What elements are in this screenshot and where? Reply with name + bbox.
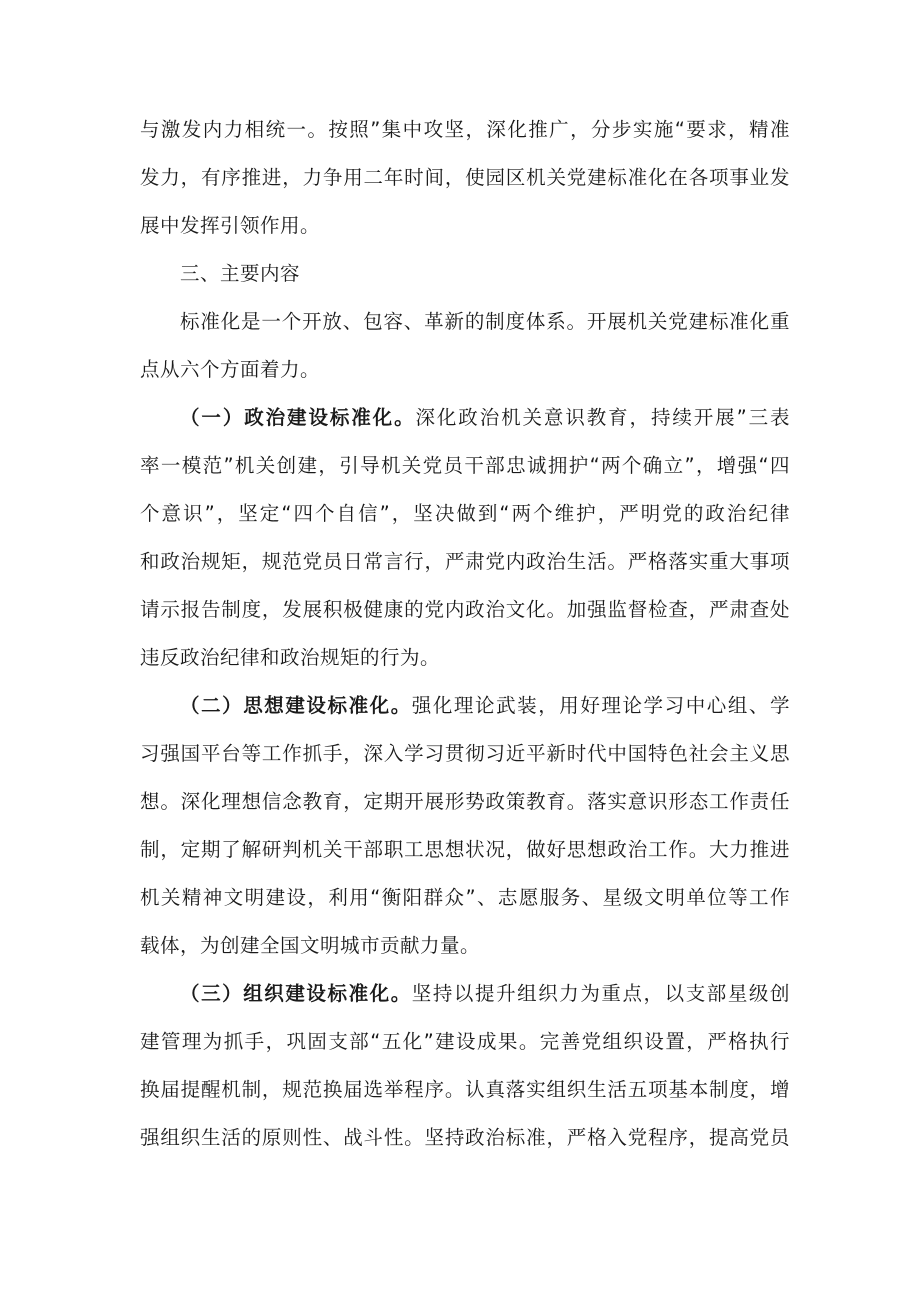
paragraph-line: 想。深化理想信念教育，定期开展形势政策教育。落实意识形态工作责任 — [140, 790, 790, 813]
paragraph-line: 制，定期了解研判机关干部职工思想状况，做好思想政治工作。大力推进 — [140, 838, 790, 861]
section-text: 强化理论武装，用好理论学习中心组、学 — [411, 694, 790, 717]
paragraph-line: 请示报告制度，发展积极健康的党内政治文化。加强监督检查，严肃查处 — [140, 598, 790, 621]
section-title: （三）组织建设标准化。 — [180, 982, 412, 1005]
section-first-line — [180, 982, 790, 1006]
section-first-line — [180, 694, 790, 718]
paragraph-line: 强组织生活的原则性、战斗性。坚持政治标准，严格入党程序，提高党员 — [140, 1126, 790, 1149]
paragraph-line: 展中发挥引领作用。 — [140, 214, 321, 237]
section-text: 深化政治机关意识教育，持续开展”三表 — [415, 406, 790, 429]
section-first-line — [180, 406, 790, 430]
paragraph-line: 标准化是一个开放、包容、革新的制度体系。开展机关党建标准化重 — [180, 310, 790, 333]
section-text: 坚持以提升组织力为重点，以支部星级创 — [411, 982, 790, 1005]
paragraph-line: 发力，有序推进，力争用二年时间，使园区机关党建标准化在各项事业发 — [140, 166, 790, 189]
paragraph-line: 习强国平台等工作抓手，深入学习贯彻习近平新时代中国特色社会主义思 — [140, 742, 790, 765]
paragraph-line: 违反政治纪律和政治规矩的行为。 — [140, 646, 441, 669]
paragraph-line: 换届提醒机制，规范换届选举程序。认真落实组织生活五项基本制度，增 — [140, 1078, 790, 1101]
paragraph-line: 率一模范”机关创建，引导机关党员干部忠诚拥护“两个确立”，增强“四 — [140, 454, 790, 477]
section-title: （二）思想建设标准化。 — [180, 694, 412, 717]
paragraph-line: 点从六个方面着力。 — [140, 358, 321, 381]
section-heading: 三、主要内容 — [180, 262, 301, 285]
paragraph-line: 载体，为创建全国文明城市贡献力量。 — [140, 934, 481, 957]
paragraph-line: 与激发内力相统一。按照”集中攻坚，深化推广，分步实施“要求，精准 — [140, 118, 790, 141]
paragraph-line: 个意识”，坚定“四个自信”，坚决做到“两个维护，严明党的政治纪律 — [140, 502, 790, 525]
paragraph-line: 建管理为抓手，巩固支部“五化”建设成果。完善党组织设置，严格执行 — [140, 1030, 790, 1053]
paragraph-line: 机关精神文明建设，利用“衡阳群众”、志愿服务、星级文明单位等工作 — [140, 886, 790, 909]
section-title: （一）政治建设标准化。 — [180, 406, 416, 429]
paragraph-line: 和政治规矩，规范党员日常言行，严肃党内政治生活。严格落实重大事项 — [140, 550, 790, 573]
